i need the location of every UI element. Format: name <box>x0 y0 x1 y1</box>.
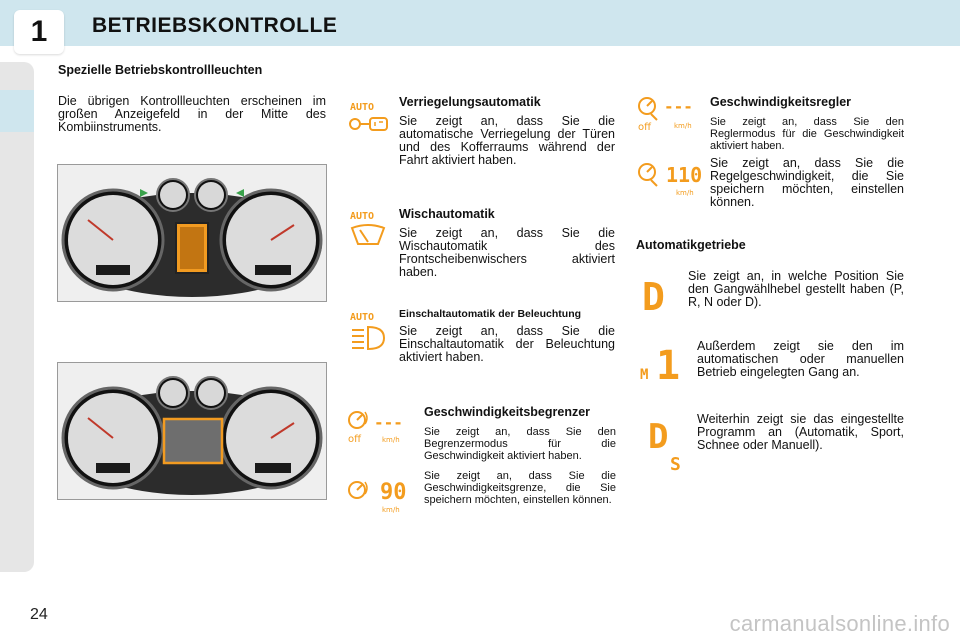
speed-limiter-off-icon <box>346 408 412 453</box>
auto-headlamp-icon <box>348 311 390 358</box>
gear-d-label: D <box>642 276 665 316</box>
intro-text: Die übrigen Kontrollleuchten erscheinen im großen Anzeigefeld in der Mitte des Kombiinstruments. <box>58 94 326 134</box>
side-tab <box>0 90 34 132</box>
beleuchtung-heading: Einschaltautomatik der Beleuchtung <box>399 308 582 320</box>
gear-m-label: M <box>640 367 649 383</box>
watermark: carmanualsonline.info <box>729 611 950 636</box>
regler-text-2: Sie zeigt an, dass Sie die Regelgeschwindigkeit, die Sie speichern möchten, einstellen können. <box>710 156 904 209</box>
beleuchtung-text: Sie zeigt an, dass Sie die Einschaltautomatik der Beleuchtung aktiviert haben. <box>399 324 615 364</box>
gear-d-label: D <box>648 417 669 457</box>
automatik-heading: Automatikgetriebe <box>636 238 746 252</box>
wisch-heading: Wischautomatik <box>399 207 495 221</box>
off-label: off <box>348 434 362 445</box>
auto-label: AUTO <box>350 102 375 113</box>
dashes-label: --- <box>374 413 403 432</box>
automatik-text-1: Sie zeigt an, in welche Position Sie den Gangwählhebel gestellt haben (P, R, N oder D). <box>688 269 904 309</box>
verriegelung-heading: Verriegelungsautomatik <box>399 95 541 109</box>
speed-110-label: 110 <box>666 163 703 187</box>
auto-lock-icon <box>348 101 390 140</box>
page-title: BETRIEBSKONTROLLE <box>92 14 338 37</box>
begrenzer-text-2: Sie zeigt an, dass Sie die Geschwindigkeitsgrenze, die Sie speichern möchten, einstellen können. <box>424 470 616 506</box>
automatik-text-2: Außerdem zeigt sie den im automatischen oder manuellen Betrieb eingelegten Gang an. <box>697 339 904 379</box>
cluster-drawing <box>58 363 326 499</box>
automatik-text-3: Weiterhin zeigt sie das eingestellte Programm an (Automatik, Sport, Schnee oder Manuell). <box>697 412 904 452</box>
instrument-cluster-image <box>57 164 327 302</box>
cruise-control-110-icon <box>636 158 706 205</box>
gear-m1-icon <box>640 343 686 388</box>
gear-s-label: S <box>670 454 681 472</box>
begrenzer-heading: Geschwindigkeitsbegrenzer <box>424 405 591 419</box>
wisch-text: Sie zeigt an, dass Sie die Wischautomatik des Frontscheibenwischers aktiviert haben. <box>399 226 615 279</box>
kmh-label: km/h <box>382 506 400 514</box>
begrenzer-text-1: Sie zeigt an, dass Sie den Begrenzermodus für die Geschwindigkeit aktiviert haben. <box>424 426 616 462</box>
side-band <box>0 62 34 572</box>
auto-label: AUTO <box>350 312 375 323</box>
kmh-label: km/h <box>676 189 694 197</box>
kmh-label: km/h <box>382 436 400 444</box>
cluster-drawing <box>58 165 326 301</box>
gear-d-icon <box>640 276 674 321</box>
chapter-number: 1 <box>14 10 64 54</box>
verriegelung-text: Sie zeigt an, dass Sie die automatische Verriegelung der Türen und des Kofferraums während der Fahrt aktiviert haben. <box>399 114 615 167</box>
page-number: 24 <box>30 606 48 623</box>
instrument-cluster-image-display <box>57 362 327 500</box>
auto-label: AUTO <box>350 211 375 222</box>
regler-heading: Geschwindigkeitsregler <box>710 95 852 109</box>
cruise-control-off-icon <box>636 92 702 141</box>
gear-1-label: 1 <box>656 343 681 383</box>
regler-text-1: Sie zeigt an, dass Sie den Reglermodus für die Geschwindigkeit aktiviert haben. <box>710 116 904 152</box>
dashes-label: --- <box>664 97 693 116</box>
off-label: off <box>638 122 652 133</box>
section-heading: Spezielle Betriebskontrollleuchten <box>58 63 263 77</box>
speed-90-label: 90 <box>380 480 407 505</box>
auto-wiper-icon <box>348 210 390 253</box>
gear-ds-icon <box>648 416 696 477</box>
kmh-label: km/h <box>674 122 692 130</box>
speed-limiter-90-icon <box>346 476 412 521</box>
